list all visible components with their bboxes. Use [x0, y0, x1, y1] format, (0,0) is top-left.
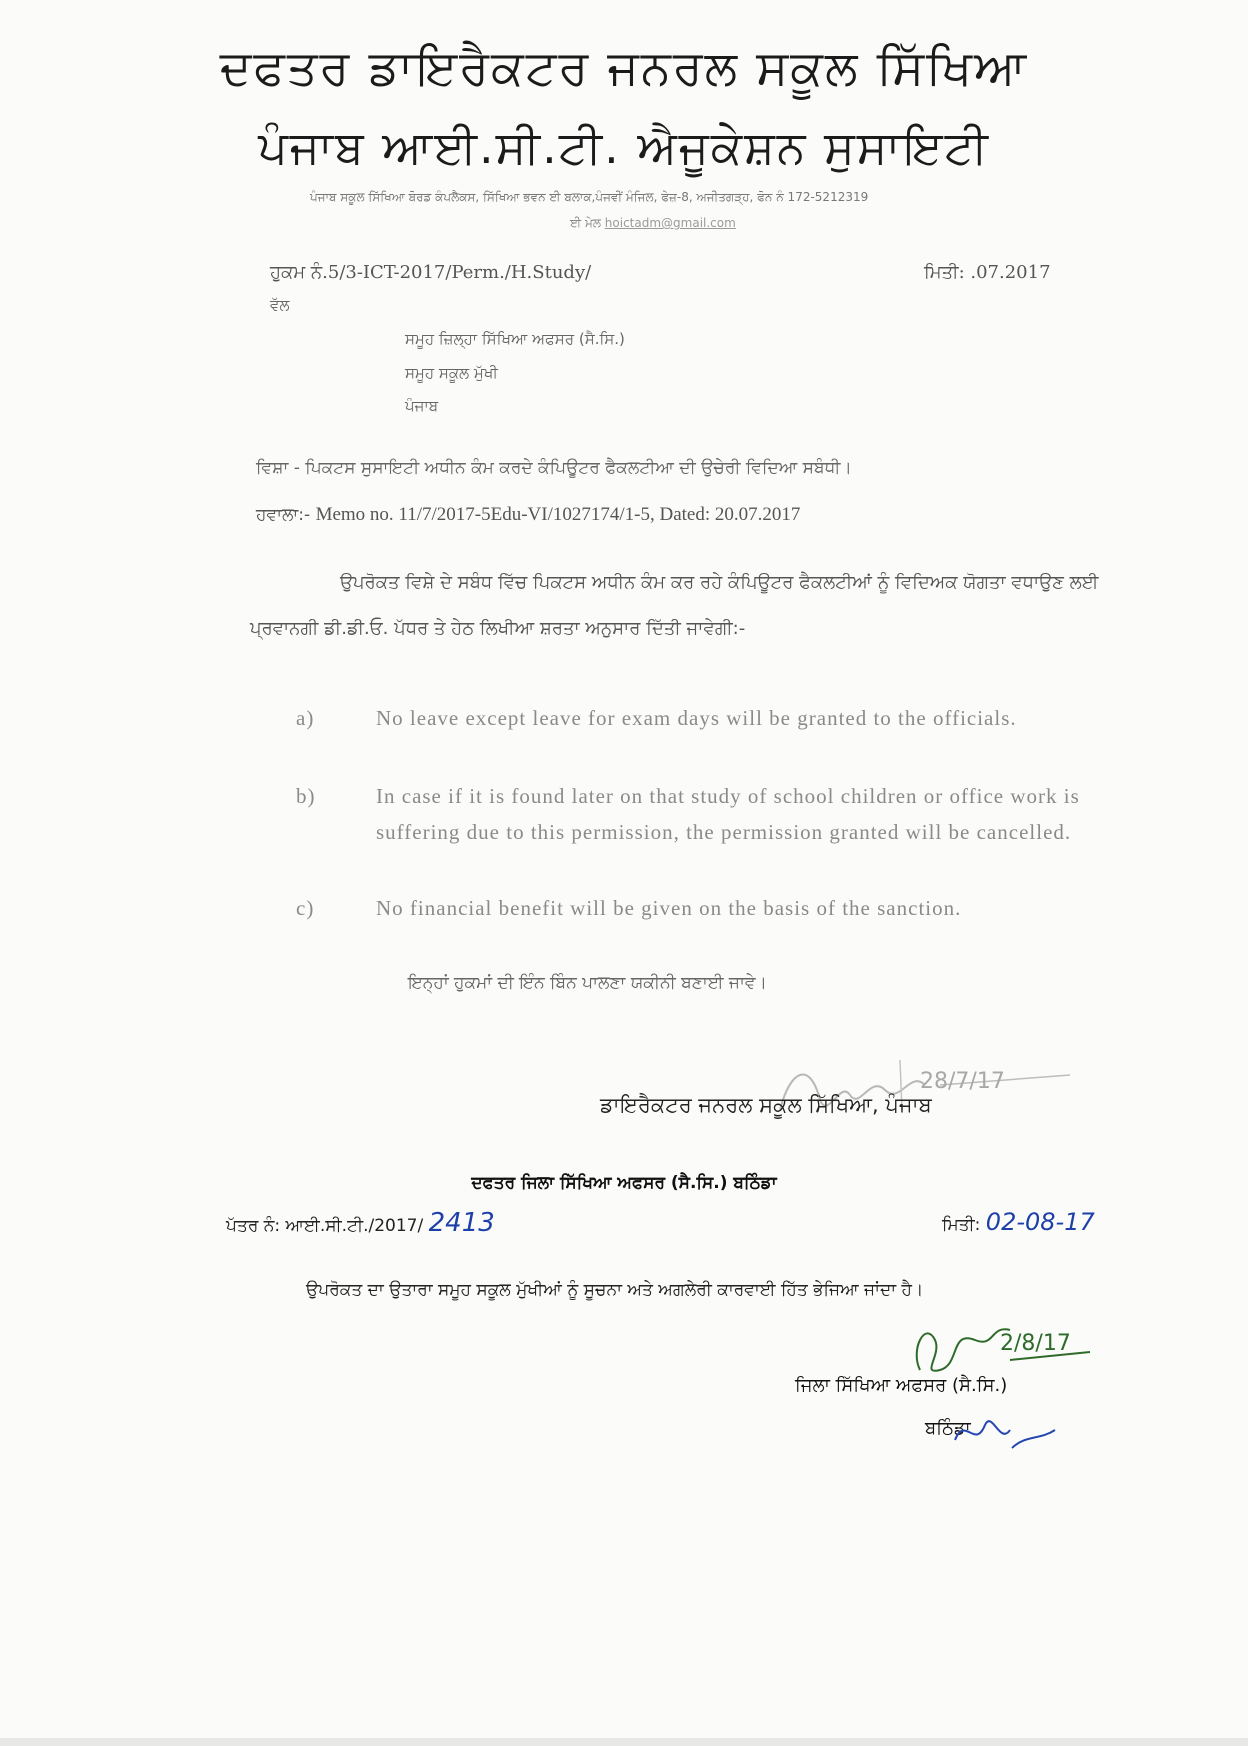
reference-memo: Memo no. 11/7/2017-5Edu-VI/1027174/1-5, Dated: 20.07.2017 — [315, 504, 801, 525]
order-number: ਹੁਕਮ ਨੰ.5/3-ICT-2017/Perm./H.Study/ — [270, 262, 592, 283]
condition-marker: c) — [296, 896, 315, 920]
endorsement-date — [942, 1208, 1095, 1236]
condition-text: No financial benefit will be given on the basis of the sanction. — [376, 896, 962, 920]
condition-item — [296, 778, 1106, 850]
reference-line — [256, 504, 800, 526]
office-title: ਦਫਤਰ ਡਾਇਰੈਕਟਰ ਜਨਰਲ ਸਕੂਲ ਸਿੱਖਿਆ — [219, 40, 1029, 96]
condition-marker: a) — [296, 706, 315, 730]
endorsement-letter-number — [226, 1208, 495, 1238]
recipient-line: ਸਮੂਹ ਜ਼ਿਲ੍ਹਾ ਸਿੱਖਿਆ ਅਫਸਰ (ਸੈ.ਸਿ.) — [405, 330, 625, 348]
deo-initials — [950, 1400, 1070, 1464]
deo-sign-date: 2/8/17 — [1000, 1331, 1071, 1356]
forward-text: ਉਪਰੋਕਤ ਦਾ ਉਤਾਰਾ ਸਮੂਹ ਸਕੂਲ ਮੁੱਖੀਆਂ ਨੂੰ ਸੂਚਨਾ ਅਤੇ ਅਗਲੇਰੀ ਕਾਰਵਾਈ ਹਿੱਤ ਭੇਜਿਆ ਜਾਂਦਾ ਹੈ। — [306, 1280, 924, 1300]
email-link[interactable]: hoictadm@gmail.com — [604, 216, 736, 230]
order-date: ਮਿਤੀ: .07.2017 — [924, 262, 1051, 283]
recipient-line: ਪੰਜਾਬ — [405, 397, 439, 415]
endorsement-date-label: ਮਿਤੀ: — [942, 1215, 981, 1235]
reference-label: ਹਵਾਲਾ:- — [256, 505, 311, 525]
condition-text: In case if it is found later on that study of school children or office work is suffering due to this permission, the permission granted will be cancelled. — [376, 784, 1080, 844]
to-label: ਵੱਲ — [270, 296, 290, 314]
letter-number-handwritten: 2413 — [428, 1208, 495, 1238]
deo-designation: ਜਿਲਾ ਸਿੱਖਿਆ ਅਫਸਰ (ਸੈ.ਸਿ.) — [795, 1375, 1008, 1396]
subject-line: ਵਿਸ਼ਾ - ਪਿਕਟਸ ਸੁਸਾਇਟੀ ਅਧੀਨ ਕੰਮ ਕਰਦੇ ਕੰਪਿਊਟਰ ਫੈਕਲਟੀਆ ਦੀ ਉਚੇਰੀ ਵਿਦਿਆ ਸਬੰਧੀ। — [256, 458, 852, 478]
society-title: ਪੰਜਾਬ ਆਈ.ਸੀ.ਟੀ. ਐਜੂਕੇਸ਼ਨ ਸੁਸਾਇਟੀ — [258, 120, 990, 174]
recipient-line: ਸਮੂਹ ਸਕੂਲ ਮੁੱਖੀ — [405, 364, 498, 382]
signature-date: 28/7/17 — [920, 1069, 1005, 1094]
compliance-line: ਇਨ੍ਹਾਂ ਹੁਕਮਾਂ ਦੀ ਇੰਨ ਬਿੰਨ ਪਾਲਣਾ ਯਕੀਨੀ ਬਣਾਈ ਜਾਵੇ। — [408, 973, 767, 993]
endorsement-office: ਦਫਤਰ ਜਿਲਾ ਸਿੱਖਿਆ ਅਫਸਰ (ਸੈ.ਸਿ.) ਬਠਿੰਡਾ — [471, 1173, 777, 1193]
deo-place: ਬਠਿੰਡਾ — [925, 1418, 971, 1439]
endorsement-date-handwritten: 02-08-17 — [985, 1208, 1095, 1236]
director-signature — [750, 1040, 1080, 1134]
office-address: ਪੰਜਾਬ ਸਕੂਲ ਸਿੱਖਿਆ ਬੋਰਡ ਕੰਪਲੈਕਸ, ਸਿੱਖਿਆ ਭਵਨ ਈ ਬਲਾਕ,ਪੰਜਵੀਂ ਮੰਜਿਲ, ਫੇਜ਼-8, ਅਜੀਤਗੜ੍ਹ, ਫੋਨ ਨੰ 172-5212319 — [310, 190, 869, 204]
body-paragraph: ਉਪਰੋਕਤ ਵਿਸ਼ੇ ਦੇ ਸਬੰਧ ਵਿੱਚ ਪਿਕਟਸ ਅਧੀਨ ਕੰਮ ਕਰ ਰਹੇ ਕੰਪਿਊਟਰ ਫੈਕਲਟੀਆਂ ਨੂੰ ਵਿਦਿਅਕ ਯੋਗਤਾ ਵਧਾਉਣ ਲਈ ਪ੍ਰਵਾਨਗੀ ਡੀ.ਡੀ.ਓ. ਪੱਧਰ ਤੇ ਹੇਠ ਲਿਖੀਆ ਸ਼ਰਤਾ ਅਨੁਸਾਰ ਦਿੱਤੀ ਜਾਵੇਗੀ:- — [250, 572, 1099, 639]
condition-item — [296, 890, 1106, 926]
condition-item — [296, 700, 1106, 736]
director-designation: ਡਾਇਰੈਕਟਰ ਜਨਰਲ ਸਕੂਲ ਸਿੱਖਿਆ, ਪੰਜਾਬ — [600, 1093, 932, 1117]
condition-marker: b) — [296, 784, 316, 808]
scan-edge — [0, 1738, 1248, 1746]
blue-initials-icon — [950, 1400, 1070, 1460]
letter-number-label: ਪੱਤਰ ਨੰ: ਆਈ.ਸੀ.ਟੀ./2017/ — [226, 1216, 424, 1236]
condition-text: No leave except leave for exam days will be granted to the officials. — [376, 706, 1017, 730]
email-label: ਈ ਮੇਲ — [570, 216, 601, 230]
email-row — [570, 216, 736, 231]
